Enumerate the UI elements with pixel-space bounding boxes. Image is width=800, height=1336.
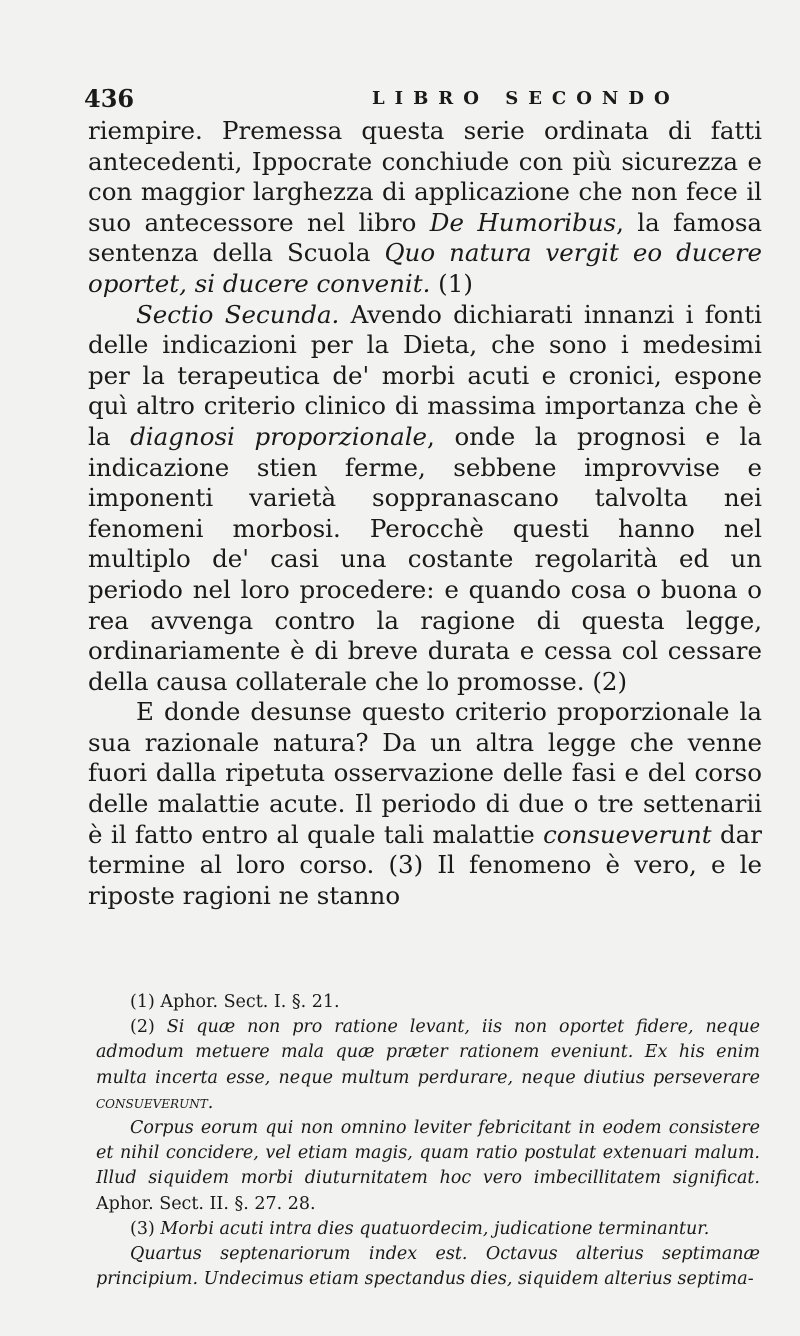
text-run: E donde desunse questo criterio proporzionale la sua razionale natura? Da un altra legge che venne fuori dalla ripetuta osservazione delle fasi e del corso delle malattie acute. Il periodo di due o tre settenarii è il fatto entro al quale tali malattie: [88, 697, 762, 849]
section-title: Sectio Secunda.: [136, 299, 340, 329]
footnotes: [96, 990, 760, 1292]
footnote-text: .: [207, 1092, 214, 1113]
main-text: [88, 116, 762, 911]
text-run: , la famosa sentenza della Scuola: [88, 207, 762, 268]
footnote: (1) Aphor. Sect. I. §. 21.: [130, 992, 340, 1012]
text-run: dar termine al loro corso. (3) Il fenomeno è vero, e le riposte ragioni ne stanno: [88, 819, 762, 910]
text-run: , onde la prognosi e la indicazione stien ferme, sebbene improvvise e imponenti varietà soppranascano talvolta nei fenomeni morbosi. Perocchè questi hanno nel multiplo de' casi una costante regolarità ed un periodo nel loro procedere: e quando cosa o buona o rea avvenga contro la ragione di questa legge, ordinariamente è di breve durata e cessa col cessare della causa collaterale che lo promosse. (2): [88, 421, 762, 696]
footnote-number: (3): [130, 1218, 161, 1239]
footnote-text: Si quæ non pro ratione levant, iis non oportet fidere, neque admodum metuere mala quæ præter rationem eveniunt. Ex his enim multa incerta esse, neque multum perdurare, neque diutius perseverare: [96, 1017, 760, 1088]
footnote: [96, 1217, 760, 1242]
paragraph: [88, 300, 762, 698]
running-head: LIBRO SECONDO: [372, 88, 680, 109]
footnote-text: Morbi acuti intra dies quatuordecim, judicatione terminantur.: [160, 1218, 710, 1239]
emphasis: consueverunt: [543, 819, 712, 849]
footnote-text: Corpus eorum qui non omnino leviter febricitant in eodem consistere et nihil concidere, vel etiam magis, quam ratio postulat extenuari malum. Illud siquidem morbi diuturnitatem hoc vero imbecillitatem significat.: [96, 1118, 760, 1189]
paragraph: [88, 697, 762, 911]
latin-quote: Quo natura vergit eo ducere oportet, si ducere convenit.: [88, 238, 763, 298]
footnote: Quartus septenariorum index est. Octavus alterius septimanæ principium. Undecimus etiam spectandus dies, siquidem alterius septima-: [96, 1244, 760, 1290]
emphasis: consueverunt: [96, 1092, 208, 1113]
book-title: De Humoribus: [429, 207, 617, 237]
paragraph: [88, 116, 762, 300]
emphasis: diagnosi proporzionale: [130, 421, 428, 451]
page-header: [84, 84, 764, 118]
footnote-number: (2): [130, 1017, 167, 1038]
page-number: 436: [84, 84, 135, 113]
footnote-ref: (1): [430, 268, 473, 298]
footnote: [96, 1116, 760, 1217]
text-run: Avendo dichiarati innanzi i fonti delle indicazioni per la Dieta, che sono i medesimi per la terapeutica de' morbi acuti e cronici, espone quì altro criterio clinico di massima importanza che è la: [88, 299, 762, 451]
footnote: [96, 1015, 760, 1116]
citation: Aphor. Sect. II. §. 27. 28.: [96, 1193, 316, 1214]
text-run: riempire. Premessa questa serie ordinata di fatti antecedenti, Ippocrate conchiude con più sicurezza e con maggior larghezza di applicazione che non fece il suo antecessore nel libro: [88, 116, 762, 237]
